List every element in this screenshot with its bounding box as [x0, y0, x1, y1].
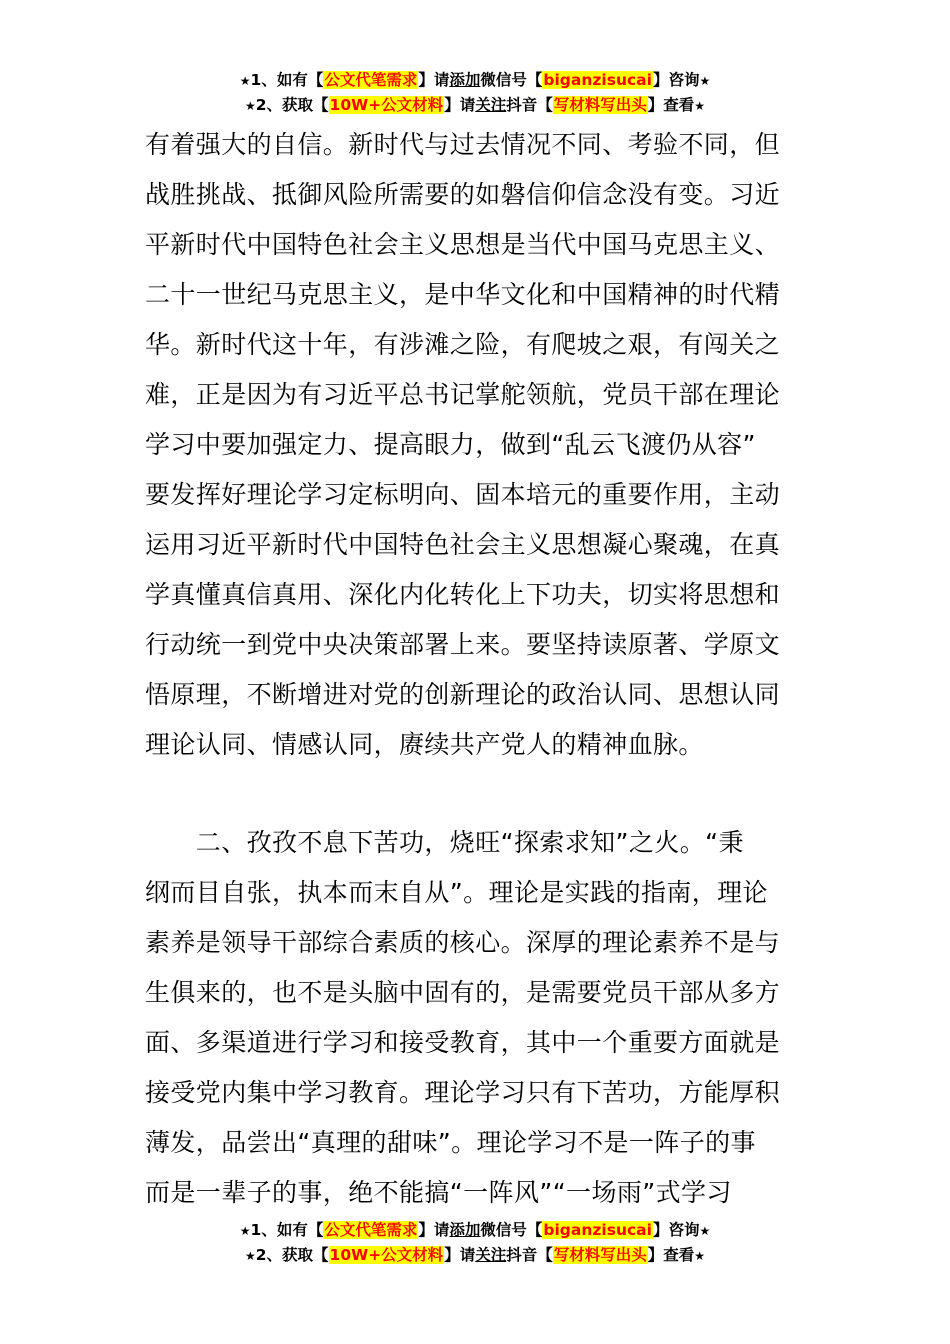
text-line: 而是一辈子的事，绝不能搞“一阵风”“一场雨”式学习: [145, 1178, 732, 1207]
banner-text: 】咨询: [652, 71, 700, 89]
text-line: 学习中要加强定力、提高眼力，做到“乱云飞渡仍从容”: [145, 430, 756, 459]
highlight-service: 公文代笔需求: [324, 71, 418, 89]
star-icon: ★: [244, 1249, 256, 1263]
banner-text: 抖音【: [506, 1246, 553, 1264]
banner-text: 1、如有【: [250, 71, 324, 89]
banner-text: 1、如有【: [250, 1221, 324, 1239]
highlight-wechat-id: biganzisucai: [543, 71, 652, 89]
text-line: 华。新时代这十年，有涉滩之险，有爬坡之艰，有闯关之: [145, 330, 781, 359]
star-icon: ★: [244, 99, 256, 113]
banner-underlined: 关注: [475, 96, 507, 114]
highlight-service: 公文代笔需求: [324, 1221, 418, 1239]
banner-text: 】请: [418, 1221, 450, 1239]
highlight-materials: 10W+公文材料: [329, 1246, 444, 1264]
text-line: 平新时代中国特色社会主义思想是当代中国马克思主义、: [145, 230, 781, 259]
text-line: 理论认同、情感认同，赓续共产党人的精神血脉。: [145, 730, 704, 759]
text-line: 素养是领导干部综合素质的核心。深厚的理论素养不是与: [145, 928, 781, 957]
banner-text: 】咨询: [652, 1221, 700, 1239]
banner-underlined: 添加: [449, 1221, 481, 1239]
text-line: 运用习近平新时代中国特色社会主义思想凝心聚魂，在真: [145, 530, 781, 559]
banner-text: 】查看: [647, 1246, 695, 1264]
text-line: 二十一世纪马克思主义，是中华文化和中国精神的时代精: [145, 280, 781, 309]
text-line: 生俱来的，也不是头脑中固有的，是需要党员干部从多方: [145, 978, 781, 1007]
paragraph-2: [145, 818, 805, 1218]
text-line: 要发挥好理论学习定标明向、固本培元的重要作用，主动: [145, 480, 781, 509]
banner-row-2: [0, 93, 950, 118]
star-icon: ★: [694, 1249, 706, 1263]
highlight-douyin-account: 写材料写出头: [553, 96, 647, 114]
text-line: 战胜挑战、抵御风险所需要的如磐信仰信念没有变。习近: [145, 180, 781, 209]
star-icon: ★: [699, 74, 711, 88]
paragraph-1: [145, 120, 805, 770]
text-line: 有着强大的自信。新时代与过去情况不同、考验不同，但: [145, 130, 781, 159]
text-line: 悟原理，不断增进对党的创新理论的政治认同、思想认同: [145, 680, 781, 709]
banner-text: 】请: [418, 71, 450, 89]
star-icon: ★: [699, 1224, 711, 1238]
banner-text: 微信号【: [480, 71, 543, 89]
banner-row-1: [0, 68, 950, 93]
banner-text: 抖音【: [506, 96, 553, 114]
footer-banner: [0, 1218, 950, 1268]
banner-text: 】查看: [647, 96, 695, 114]
text-line: 薄发，品尝出“真理的甜味”。理论学习不是一阵子的事: [145, 1128, 756, 1157]
highlight-wechat-id: biganzisucai: [543, 1221, 652, 1239]
banner-row-2: [0, 1243, 950, 1268]
banner-row-1: [0, 1218, 950, 1243]
text-line: 二、孜孜不息下苦功，烧旺“探索求知”之火。“秉: [145, 828, 744, 857]
star-icon: ★: [694, 99, 706, 113]
text-line: 难，正是因为有习近平总书记掌舵领航，党员干部在理论: [145, 380, 781, 409]
paragraph-gap: [145, 770, 805, 818]
star-icon: ★: [239, 74, 251, 88]
text-line: 接受党内集中学习教育。理论学习只有下苦功，方能厚积: [145, 1078, 781, 1107]
text-line: 学真懂真信真用、深化内化转化上下功夫，切实将思想和: [145, 580, 781, 609]
banner-text: 2、获取【: [255, 96, 329, 114]
banner-text: 2、获取【: [255, 1246, 329, 1264]
document-body: [145, 120, 805, 1218]
banner-underlined: 添加: [449, 71, 481, 89]
banner-text: 】请: [444, 96, 476, 114]
text-line: 纲而目自张，执本而末自从”。理论是实践的指南，理论: [145, 878, 768, 907]
text-line: 行动统一到党中央决策部署上来。要坚持读原著、学原文: [145, 630, 781, 659]
banner-text: 】请: [444, 1246, 476, 1264]
text-line: 面、多渠道进行学习和接受教育，其中一个重要方面就是: [145, 1028, 781, 1057]
banner-text: 微信号【: [480, 1221, 543, 1239]
highlight-douyin-account: 写材料写出头: [553, 1246, 647, 1264]
highlight-materials: 10W+公文材料: [329, 96, 444, 114]
header-banner: [0, 68, 950, 118]
banner-underlined: 关注: [475, 1246, 507, 1264]
star-icon: ★: [239, 1224, 251, 1238]
